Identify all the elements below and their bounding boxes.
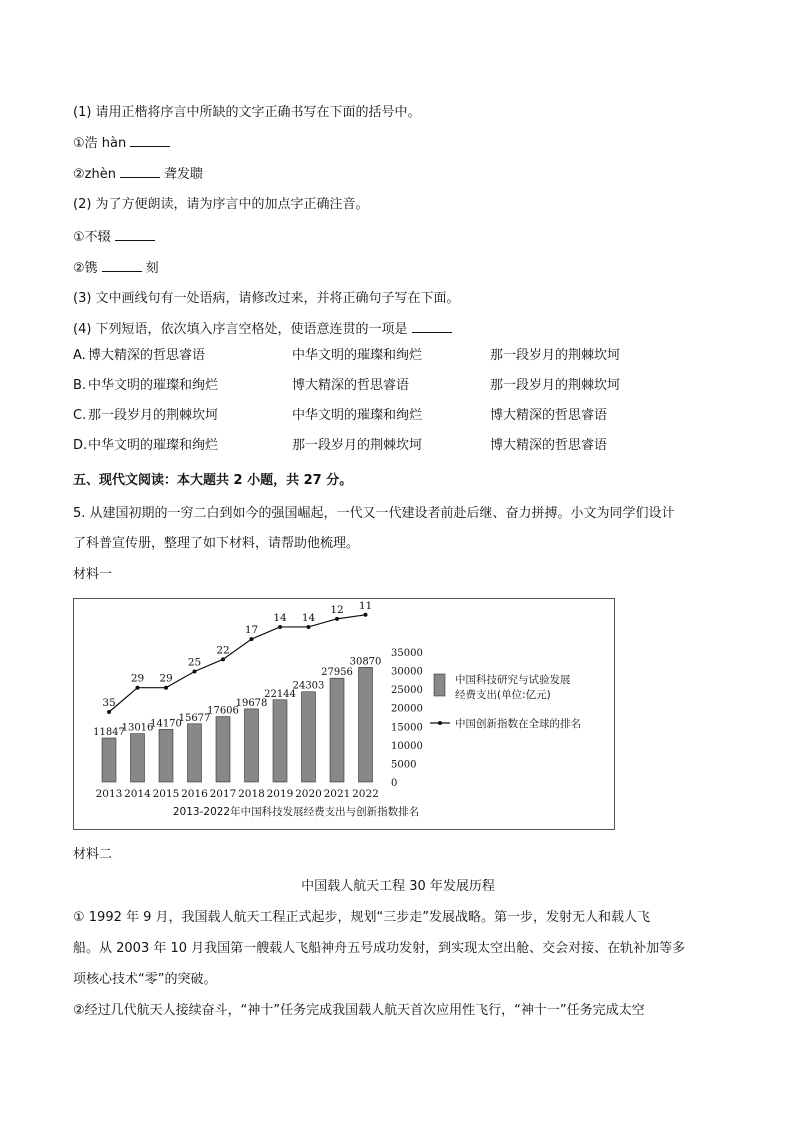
rank-point [364,613,368,617]
q2-item2 [73,259,159,278]
q1-prompt: (1) 请用正楷将序言中所缺的文字正确书写在下面的括号中。 [73,105,421,120]
y-tick-label: 35000 [391,648,423,659]
x-tick-label: 2013 [95,788,123,800]
x-tick-label: 2016 [181,788,208,800]
x-tick-label: 2020 [295,788,322,800]
bar-value-label: 24303 [292,680,325,692]
rank-value-label: 14 [273,611,287,624]
rank-point [107,710,111,714]
y-tick-label: 5000 [391,759,417,771]
option-letter: B. [73,378,87,393]
rank-value-label: 35 [102,697,116,709]
q1-item2-text: ②zhèn [73,167,116,182]
y-tick-label: 30000 [391,666,423,678]
option-phrase-2: 那一段岁月的荆棘坎坷 [292,438,423,453]
option-phrase-3: 博大精深的哲思睿语 [490,438,608,453]
q2-item1-text: ①不辍 [73,230,111,245]
q1-item2 [73,165,203,184]
rank-value-label: 12 [330,603,344,616]
rank-value-label: 29 [159,672,173,685]
rank-value-label: 14 [301,611,316,624]
option-phrase-2: 博大精深的哲思睿语 [292,378,410,393]
section-heading: 五、现代文阅读：本大题共 2 小题，共 27 分。 [73,473,353,488]
x-tick-label: 2014 [124,788,151,800]
y-tick-label: 0 [391,778,398,789]
q2-prompt: (2) 为了方便朗读，请为序言中的加点字正确注音。 [73,197,369,212]
option-phrase-1: 博大精深的哲思睿语 [88,348,206,363]
bar [216,717,230,782]
bar [302,692,316,782]
answer-blank[interactable] [102,259,142,272]
material2-title: 中国载人航天工程 30 年发展历程 [301,879,495,894]
chart-frame [73,598,615,830]
material2-p1-line2: 船。从 2003 年 10 月我国第一艘载人飞船神舟五号成功发射，到实现太空出舱、交会对接、在轨补加等多 [73,941,686,956]
bar [330,678,344,782]
answer-blank[interactable] [120,165,160,178]
rank-point [335,617,339,621]
bar-value-label: 22144 [264,688,296,700]
material2-label: 材料二 [73,847,113,862]
bar-value-label: 13016 [121,722,154,734]
option-phrase-2: 中华文明的璀璨和绚烂 [292,348,423,363]
option-phrase-1: 中华文明的璀璨和绚烂 [88,378,219,393]
legend-bar-label: 中国科技研究与试验发展 [455,674,571,686]
rank-value-label: 22 [216,644,230,657]
bar-value-label: 15677 [178,712,211,724]
legend-line-label: 中国创新指数在全球的排名 [455,718,581,730]
rank-point [250,637,254,641]
rank-point [164,686,168,690]
legend-bar-swatch [434,674,445,696]
bar [273,700,287,782]
bar-value-label: 30870 [349,656,382,668]
rank-point [193,670,197,674]
bar-value-label: 27956 [321,667,353,679]
x-tick-label: 2021 [323,788,351,800]
combo-chart [74,599,614,829]
bar-value-label: 19678 [235,697,268,709]
q5-line2: 了科普宣传册，整理了如下材料，请帮助他梳理。 [73,536,360,551]
x-tick-label: 2015 [152,788,180,800]
rank-point [221,657,225,661]
option-phrase-2: 中华文明的璀璨和绚烂 [292,408,423,423]
legend-bar-label-2: 经费支出(单位:亿元) [455,689,551,701]
q4-prompt: (4) 下列短语，依次填入序言空格处，使语意连贯的一项是 [73,322,408,337]
material2-p1-line3: 项核心技术“零”的突破。 [73,972,217,987]
bar [359,667,373,782]
option-letter: D. [73,438,88,453]
x-tick-label: 2019 [266,788,294,800]
bar [159,729,173,782]
x-tick-label: 2022 [352,788,379,800]
q5-line1: 5. 从建国初期的一穷二白到如今的强国崛起，一代又一代建设者前赴后继、奋力拼搏。小文为同学们设计 [73,506,675,521]
q4-prompt-line [73,320,456,339]
chart-title: 2013-2022年中国科技发展经费支出与创新指数排名 [172,806,420,818]
bar [102,738,116,782]
q1-item1-text: ①浩 hàn [73,136,127,151]
rank-value-label: 11 [358,599,373,612]
bar-value-label: 11847 [93,726,125,738]
material2-p2-line1: ②经过几代航天人接续奋斗，“神十”任务完成我国载人航天首次应用性飞行，“神十一”任务完成太空 [73,1003,645,1018]
q3-prompt: (3) 文中画线句有一处语病，请修改过来，并将正确句子写在下面。 [73,291,460,306]
bar-value-label: 17606 [207,705,239,717]
q2-item2-text: ②镌 [73,261,98,276]
option-phrase-3: 那一段岁月的荆棘坎坷 [490,378,621,393]
rank-point [278,625,282,629]
option-phrase-3: 那一段岁月的荆棘坎坷 [490,348,621,363]
answer-blank[interactable] [130,134,170,147]
bar [131,734,145,782]
q1-item2-suffix: 聋发聩 [163,167,203,182]
bar [245,709,259,782]
y-tick-label: 15000 [391,722,423,734]
material1-label: 材料一 [73,567,113,582]
y-tick-label: 25000 [391,685,423,697]
q2-item2-suffix: 刻 [145,261,159,276]
y-tick-label: 10000 [391,740,423,752]
rank-value-label: 17 [244,624,259,637]
q2-item1 [73,228,159,247]
option-phrase-1: 中华文明的璀璨和绚烂 [88,438,219,453]
bar-value-label: 14170 [150,718,182,730]
y-tick-label: 20000 [391,703,423,715]
rank-point [307,625,311,629]
rank-point [136,686,140,690]
option-phrase-1: 那一段岁月的荆棘坎坷 [88,408,219,423]
option-phrase-3: 博大精深的哲思睿语 [490,408,608,423]
x-tick-label: 2017 [209,788,237,800]
legend-line-dot [438,721,442,725]
option-letter: A. [73,348,86,363]
answer-blank[interactable] [412,320,452,333]
answer-blank[interactable] [115,228,155,241]
rank-value-label: 25 [187,656,202,669]
rank-value-label: 29 [130,672,145,685]
material2-p1-line1: ① 1992 年 9 月，我国载人航天工程正式起步，规划“三步走”发展战略。第一步，发射无人和载人飞 [73,910,651,925]
option-letter: C. [73,408,87,423]
bar [188,724,202,782]
q1-item1 [73,134,174,153]
x-tick-label: 2018 [238,788,265,800]
